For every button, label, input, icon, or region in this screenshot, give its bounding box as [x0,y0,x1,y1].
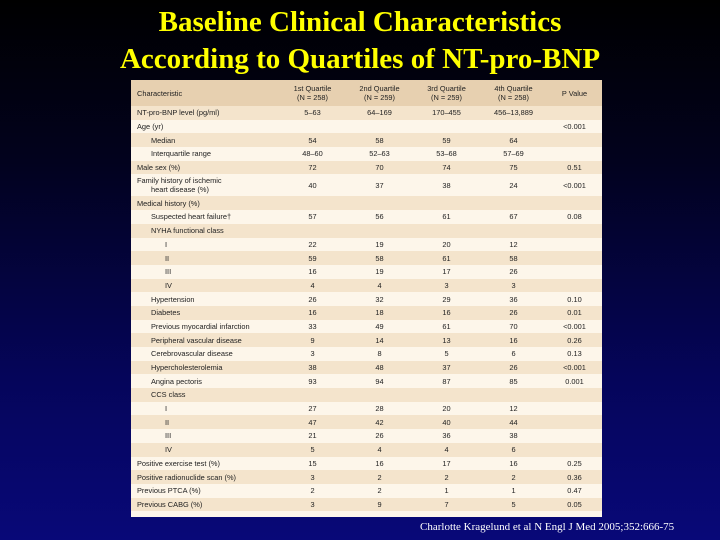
quartile-cell-q4: 26 [509,267,518,277]
quartile-cell-q2: 4 [346,279,413,293]
quartile-cell-q3: 59 [413,133,480,147]
quartile-cell-q4: 57–69 [503,149,524,159]
row-label-text: I [165,239,168,249]
quartile-cell-q4: 3 [480,279,547,293]
row-label-text: Male sex (%) [137,163,181,173]
quartile-cell-q3: 17 [442,267,451,277]
row-label-text: Hypertension [151,294,195,304]
table-row [131,265,602,279]
row-label [131,279,279,293]
quartile-cell-q2: 58 [346,133,413,147]
quartile-cell-q4: 12 [509,239,518,249]
quartile-cell-q3 [413,196,480,210]
row-label-text: Angina pectoris [151,376,202,386]
row-label [131,306,279,320]
row-label [131,457,279,471]
table-row [131,174,602,196]
quartile-cell-q3: 37 [413,361,480,375]
quartile-cell-q2: 8 [377,349,382,359]
row-label [131,251,279,265]
quartile-cell-q1: 27 [308,404,317,414]
p-value-cell [547,402,602,416]
quartile-cell-q4 [480,196,547,210]
quartile-cell-q4: 16 [480,333,547,347]
quartile-cell-q2: 9 [346,498,413,512]
column-header [413,80,480,106]
quartile-cell-q2 [346,224,413,238]
quartile-cell-q1: 21 [308,431,317,441]
quartile-cell-q4: 75 [480,161,547,175]
row-label-text: NT-pro-BNP level (pg/ml) [137,108,220,118]
p-value-cell [547,443,602,457]
quartile-cell-q2: 28 [375,404,384,414]
quartile-cell-q4: 26 [480,361,547,375]
quartile-cell-q3: 170–455 [413,106,480,120]
quartile-cell-q4 [480,120,547,134]
row-label [131,347,279,361]
quartile-cell-q3: 53–68 [436,149,457,159]
quartile-cell-q3: 36 [442,431,451,441]
quartile-cell-q4: 12 [509,404,518,414]
quartile-cell-q3: 74 [413,161,480,175]
quartile-cell-q1: 2 [310,486,315,496]
table-row [131,484,602,498]
row-label [131,320,279,334]
quartile-cell-q3: 38 [442,180,451,190]
column-header [480,80,547,106]
quartile-cell-q3 [413,388,480,402]
column-header-line: 1st Quartile [293,84,332,93]
quartile-cell-q4: 456–13,889 [480,106,547,120]
p-value-cell [547,265,602,279]
column-header-line: (N = 259) [430,93,462,102]
row-label-text: Diabetes [151,308,181,318]
table-row [131,388,602,402]
column-header-line: (N = 258) [497,93,529,102]
row-label-text: Medical history (%) [137,198,200,208]
row-label-text: I [165,404,168,414]
quartile-cell-q4: 5 [480,498,547,512]
row-label-text: IV [165,280,172,290]
quartile-cell-q2: 2 [346,470,413,484]
row-label [131,238,279,252]
row-label-text: CCS class [151,390,186,400]
table-row [131,333,602,347]
table-row [131,415,602,429]
table-row [131,457,602,471]
quartile-cell-q2: 18 [346,306,413,320]
title-line-2: According to Quartiles of NT-pro-BNP [119,43,601,75]
quartile-cell-q4: 36 [509,294,518,304]
p-value-cell: 0.47 [567,486,582,496]
row-label [131,498,279,512]
table-row [131,498,602,512]
row-label-text: Peripheral vascular disease [151,335,242,345]
quartile-cell-q2: 14 [346,333,413,347]
table-row [131,320,602,334]
p-value-cell: <0.001 [563,122,586,132]
quartile-cell-q3: 13 [413,333,480,347]
characteristics-table [131,80,602,511]
column-header [131,80,279,106]
quartile-cell-q2: 26 [375,431,384,441]
p-value-cell: 0.36 [547,470,602,484]
row-label [131,265,279,279]
quartile-cell-q1: 5–63 [279,106,346,120]
table-header-row [131,80,602,106]
quartile-cell-q4: 6 [511,349,516,359]
row-label-text: Previous CABG (%) [137,499,203,509]
quartile-cell-q1: 3 [310,349,315,359]
quartile-cell-q2: 70 [346,161,413,175]
citation: Charlotte Kragelund et al N Engl J Med 2005;352:666-75 [420,521,675,533]
quartile-cell-q1 [279,388,346,402]
p-value-cell: <0.001 [563,321,586,331]
quartile-cell-q3: 61 [413,251,480,265]
quartile-cell-q2: 56 [375,212,384,222]
p-value-cell: 0.08 [567,212,582,222]
quartile-cell-q4: 70 [509,321,518,331]
quartile-cell-q3: 20 [442,239,451,249]
quartile-cell-q1: 93 [308,376,317,386]
quartile-cell-q1: 72 [279,161,346,175]
table-body [131,106,602,511]
row-label [131,196,279,210]
quartile-cell-q4: 67 [509,212,518,222]
quartile-cell-q3: 5 [444,349,449,359]
p-value-cell [547,415,602,429]
quartile-cell-q3: 40 [413,415,480,429]
column-header [346,80,413,106]
table-row [131,147,602,161]
quartile-cell-q4: 24 [509,180,518,190]
quartile-cell-q3: 16 [413,306,480,320]
quartile-cell-q3 [413,224,480,238]
p-value-cell: 0.13 [567,349,582,359]
table-row [131,106,602,120]
row-label [131,147,279,161]
quartile-cell-q3: 17 [442,458,451,468]
quartile-cell-q3: 2 [413,470,480,484]
quartile-cell-q1: 40 [308,180,317,190]
row-label [131,429,279,443]
row-label [131,161,279,175]
table-row [131,347,602,361]
quartile-cell-q1: 47 [279,415,346,429]
p-value-cell: 0.25 [567,458,582,468]
quartile-cell-q3: 7 [413,498,480,512]
quartile-cell-q1 [279,224,346,238]
quartile-cell-q2: 64–169 [346,106,413,120]
quartile-cell-q2: 16 [375,458,384,468]
table-row [131,279,602,293]
quartile-cell-q3 [413,120,480,134]
column-header-line: 3rd Quartile [427,84,466,93]
quartile-cell-q2: 58 [346,251,413,265]
p-value-cell: 0.01 [547,306,602,320]
table-row [131,470,602,484]
quartile-cell-q3: 61 [442,212,451,222]
quartile-cell-q1: 3 [279,498,346,512]
quartile-cell-q1: 48–60 [302,149,323,159]
characteristics-table-panel [131,80,602,517]
p-value-cell: <0.001 [547,361,602,375]
row-label [131,415,279,429]
quartile-cell-q1: 16 [308,267,317,277]
quartile-cell-q1: 57 [308,212,317,222]
quartile-cell-q4: 85 [509,376,518,386]
table-row [131,374,602,388]
quartile-cell-q4 [480,388,547,402]
quartile-cell-q4: 44 [480,415,547,429]
quartile-cell-q3: 61 [442,321,451,331]
table-row [131,292,602,306]
quartile-cell-q1: 15 [308,458,317,468]
quartile-cell-q4 [480,224,547,238]
column-header [279,80,346,106]
quartile-cell-q4: 6 [480,443,547,457]
quartile-cell-q4: 26 [480,306,547,320]
table-row [131,306,602,320]
quartile-cell-q1: 5 [279,443,346,457]
quartile-cell-q2: 94 [375,376,384,386]
quartile-cell-q2: 19 [375,267,384,277]
column-header-line: Characteristic [137,88,183,98]
row-label-text: III [165,431,172,441]
table-row [131,251,602,265]
quartile-cell-q4: 16 [509,458,518,468]
row-label-text: III [165,267,172,277]
p-value-cell [547,106,602,120]
quartile-cell-q3: 4 [413,443,480,457]
quartile-cell-q2: 19 [375,239,384,249]
row-label [131,224,279,238]
row-label-text: heart disease (%) [151,185,209,195]
p-value-cell [547,251,602,265]
table-row [131,402,602,416]
quartile-cell-q2: 32 [375,294,384,304]
p-value-cell [547,147,602,161]
p-value-cell [547,429,602,443]
p-value-cell [547,133,602,147]
quartile-cell-q2: 52–63 [369,149,390,159]
quartile-cell-q1: 38 [279,361,346,375]
quartile-cell-q1: 26 [308,294,317,304]
row-label-text: Previous PTCA (%) [137,486,201,496]
row-label [131,374,279,388]
row-label-text: Cerebrovascular disease [151,349,233,359]
quartile-cell-q2 [346,120,413,134]
row-label [131,443,279,457]
table-row [131,238,602,252]
row-label-text: Hypercholesterolemia [151,363,223,373]
column-header-line: (N = 259) [363,93,395,102]
quartile-cell-q4: 38 [509,431,518,441]
quartile-cell-q4: 2 [480,470,547,484]
quartile-cell-q4: 64 [480,133,547,147]
quartile-cell-q3: 87 [442,376,451,386]
row-label [131,106,279,120]
table-row [131,361,602,375]
table-row [131,161,602,175]
table-row [131,443,602,457]
quartile-cell-q1 [279,196,346,210]
quartile-cell-q1: 3 [279,470,346,484]
quartile-cell-q3: 20 [442,404,451,414]
quartile-cell-q2 [346,196,413,210]
quartile-cell-q1: 9 [279,333,346,347]
table-row [131,196,602,210]
p-value-cell: 0.10 [567,294,582,304]
quartile-cell-q2: 42 [346,415,413,429]
quartile-cell-q3: 1 [444,486,449,496]
quartile-cell-q1: 33 [308,321,317,331]
row-label-text: NYHA functional class [151,226,224,236]
table-row [131,120,602,134]
row-label-text: Family history of ischemic [137,176,222,186]
p-value-cell: 0.51 [547,161,602,175]
quartile-cell-q1: 16 [279,306,346,320]
quartile-cell-q1: 4 [279,279,346,293]
column-header-line: 4th Quartile [494,84,533,93]
row-label-text: Positive radionuclide scan (%) [137,472,236,482]
row-label-text: Interquartile range [151,149,211,159]
row-label-text: IV [165,445,172,455]
row-label [131,292,279,306]
column-header [547,80,602,106]
quartile-cell-q3: 3 [413,279,480,293]
row-label [131,210,279,224]
p-value-cell: 0.26 [547,333,602,347]
quartile-cell-q3: 29 [442,294,451,304]
p-value-cell [547,196,602,210]
p-value-cell: 0.05 [547,498,602,512]
row-label-text: Age (yr) [137,122,164,132]
row-label [131,484,279,498]
quartile-cell-q1: 22 [308,239,317,249]
quartile-cell-q2: 49 [375,321,384,331]
table-row [131,133,602,147]
row-label-text: Suspected heart failure† [151,212,232,222]
row-label [131,402,279,416]
row-label [131,133,279,147]
quartile-cell-q1 [279,120,346,134]
p-value-cell: <0.001 [563,180,586,190]
quartile-cell-q1: 59 [279,251,346,265]
row-label [131,333,279,347]
row-label [131,388,279,402]
row-label-text: Median [151,135,176,145]
table-row [131,210,602,224]
slide-title [0,4,720,78]
table-row [131,429,602,443]
p-value-cell [547,224,602,238]
column-header-line: P Value [561,88,588,98]
row-label-text: II [165,253,170,263]
p-value-cell [547,238,602,252]
quartile-cell-q4: 1 [511,486,516,496]
row-label [131,361,279,375]
row-label [131,470,279,484]
quartile-cell-q2: 2 [377,486,382,496]
p-value-cell [547,388,602,402]
title-line-1: Baseline Clinical Characteristics [158,6,562,38]
quartile-cell-q2: 37 [375,180,384,190]
quartile-cell-q2: 4 [346,443,413,457]
row-label [131,174,279,196]
p-value-cell: 0.001 [565,376,584,386]
row-label [131,120,279,134]
row-label-text: Previous myocardial infarction [151,321,250,331]
column-header-line: 2nd Quartile [359,84,400,93]
quartile-cell-q1: 54 [279,133,346,147]
table-row [131,224,602,238]
column-header-line: (N = 258) [296,93,328,102]
quartile-cell-q4: 58 [480,251,547,265]
quartile-cell-q2 [346,388,413,402]
row-label-text: Positive exercise test (%) [137,458,220,468]
p-value-cell [547,279,602,293]
quartile-cell-q2: 48 [346,361,413,375]
row-label-text: II [165,417,170,427]
